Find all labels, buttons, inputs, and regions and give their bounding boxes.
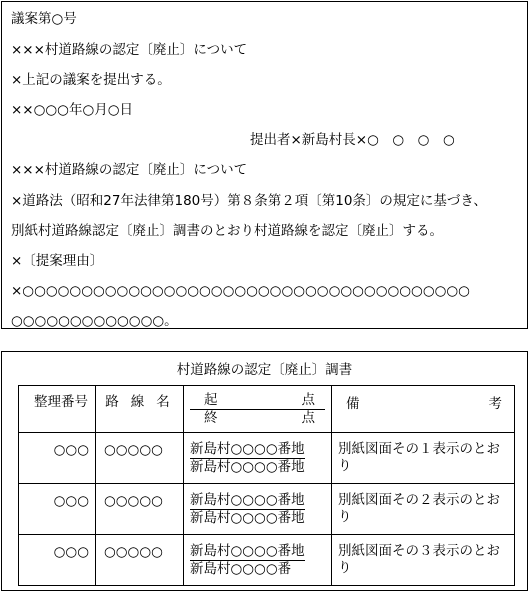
cell-start: 新島村○○○○番地 <box>190 543 305 559</box>
header-end: 終 点 <box>204 410 315 426</box>
cell-number: ○○○ <box>19 433 96 484</box>
table-row <box>19 484 515 535</box>
cell-start: 新島村○○○○番地 <box>190 441 305 457</box>
header-route: 路線名 <box>96 386 184 433</box>
cell-note: 別紙図面その２表示のとおり <box>332 484 515 535</box>
cell-points <box>184 433 332 484</box>
cell-route: ○○○○○ <box>96 433 184 484</box>
cell-route: ○○○○○ <box>96 484 184 535</box>
legal-basis-line-2: 別紙村道路線認定〔廃止〕調書のとおり村道路線を認定〔廃止〕する。 <box>11 223 443 239</box>
proposal-subject: ×××村道路線の認定〔廃止〕について <box>11 42 248 58</box>
cell-points <box>184 535 332 586</box>
table-row <box>19 535 515 586</box>
cell-start: 新島村○○○○番地 <box>190 492 305 508</box>
table-row <box>19 433 515 484</box>
register-title: 村道路線の認定〔廃止〕調書 <box>176 362 353 378</box>
proposal-number: 議案第○号 <box>11 11 77 27</box>
header-note: 備 考 <box>332 386 515 433</box>
cell-end: 新島村○○○○番地 <box>190 510 305 526</box>
register-box <box>1 351 528 591</box>
register-header-row <box>19 386 515 433</box>
header-number: 整理番号 <box>19 386 96 433</box>
cell-end: 新島村○○○○番 <box>190 561 292 577</box>
proposer: 提出者×新島村長×○ ○ ○ ○ <box>250 132 455 148</box>
legal-basis-line-1: ×道路法（昭和27年法律第180号）第８条第２項〔第10条〕の規定に基づき、 <box>11 193 487 209</box>
cell-number: ○○○ <box>19 484 96 535</box>
cell-note: 別紙図面その１表示のとおり <box>332 433 515 484</box>
cell-points <box>184 484 332 535</box>
proposal-subject-repeat: ×××村道路線の認定〔廃止〕について <box>11 162 248 178</box>
header-points <box>184 386 332 433</box>
cell-number: ○○○ <box>19 535 96 586</box>
reason-text-2: ○○○○○○○○○○○○○。 <box>11 313 178 329</box>
cell-note: 別紙図面その３表示のとおり <box>332 535 515 586</box>
header-start: 起 点 <box>190 392 325 410</box>
reason-heading: ×〔提案理由〕 <box>11 253 104 269</box>
submission-statement: ×上記の議案を提出する。 <box>11 72 171 88</box>
proposal-date: ××○○○年○月○日 <box>11 102 134 118</box>
reason-text-1: ×○○○○○○○○○○○○○○○○○○○○○○○○○○○○○○○○○○○○○○ <box>11 283 470 299</box>
register-table <box>18 385 515 586</box>
cell-route: ○○○○○ <box>96 535 184 586</box>
proposal-box <box>1 1 528 329</box>
cell-end: 新島村○○○○番地 <box>190 459 305 475</box>
